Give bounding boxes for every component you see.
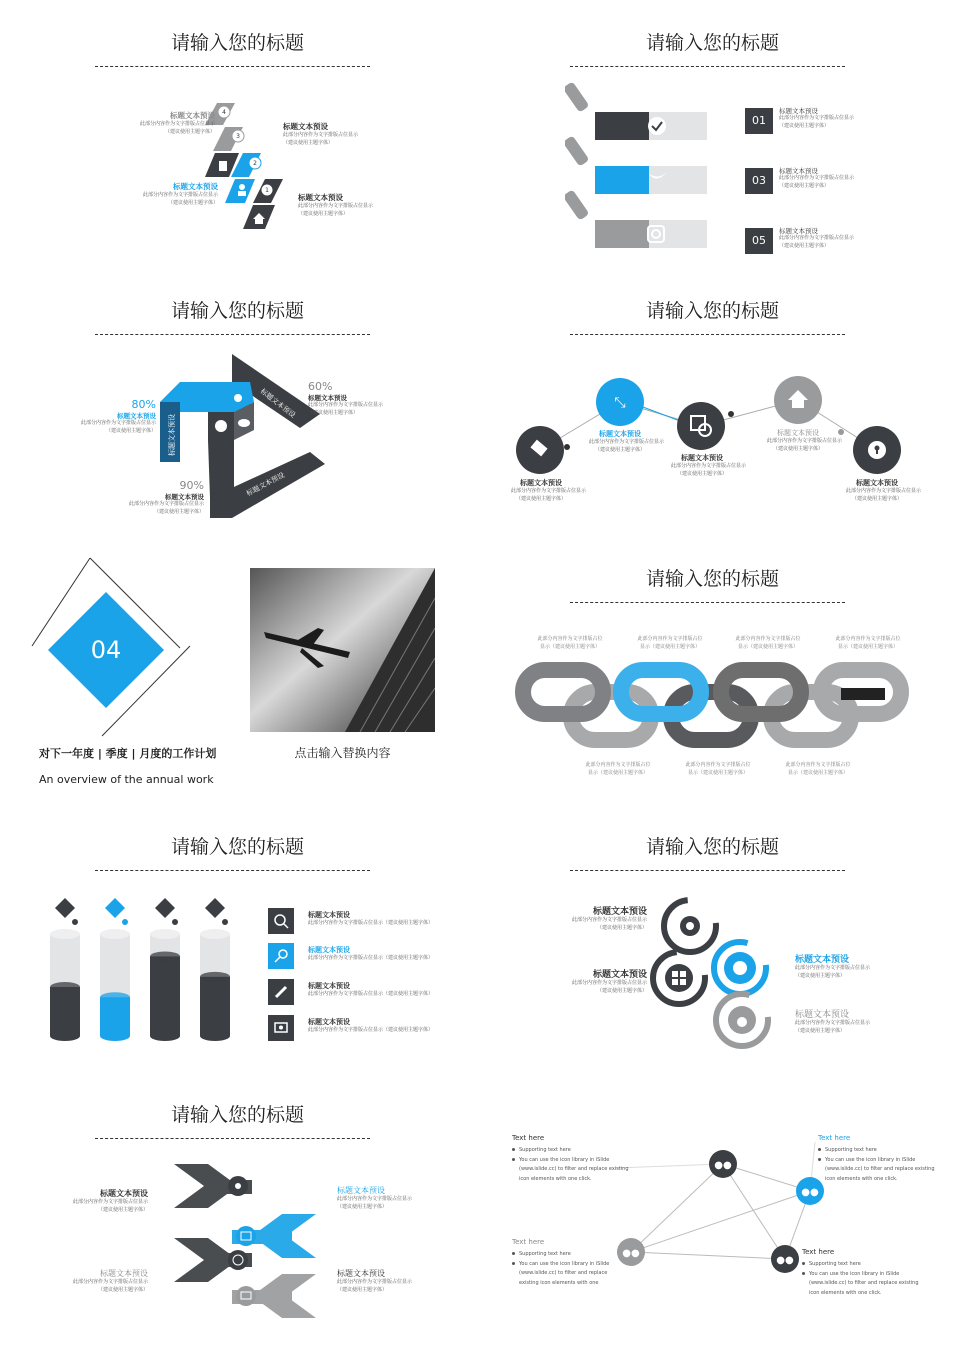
paint-bucket-icon <box>205 898 225 918</box>
ribbon-label: 标题文本预设 <box>258 387 297 420</box>
paint-drop <box>72 919 78 925</box>
check-icon <box>648 117 666 135</box>
body-text: （建议使用主题字体） <box>105 427 156 434</box>
heading-1: 标题文本预设 <box>298 193 343 202</box>
body-text: （建议使用主题字体） <box>164 128 215 135</box>
body-text: （建议使用主题字体） <box>779 122 830 129</box>
supporting-text: Supporting text here <box>825 1147 877 1153</box>
people-icon: ●● <box>776 1255 794 1266</box>
slide-1[interactable] <box>0 0 475 268</box>
body-text: （建议使用主题字体） <box>596 924 647 931</box>
paint-drop <box>222 919 228 925</box>
body-text: (www.islide.cc) to filter and replace existing <box>809 1280 919 1286</box>
percent-90: 90% <box>179 479 204 492</box>
cylinder-fill <box>150 956 180 1036</box>
number-label: 2 <box>253 160 257 167</box>
key-icon-box <box>268 943 294 969</box>
chain-graphic <box>515 662 915 748</box>
paint-drop <box>122 919 128 925</box>
text-here: Text here <box>818 1134 851 1142</box>
slide-3[interactable] <box>0 268 475 536</box>
title-divider <box>95 66 370 67</box>
heading: 标题文本预设 <box>308 911 350 919</box>
slide-2[interactable] <box>475 0 950 268</box>
slide-6[interactable] <box>475 536 950 804</box>
body-text: 此部分内容作为文字排版占位显示 <box>589 439 665 445</box>
body-text: （建议使用主题字体） <box>851 495 902 502</box>
body-text: You can use the icon library in iSlide <box>519 1156 610 1163</box>
body-text: 此部分内容作为文字排版占位显示 <box>795 965 871 971</box>
heading: 标题文本预设 <box>165 493 204 501</box>
body-text: 此部分内容作为文字排版占位显示 <box>779 115 855 121</box>
bottom-label: 此部分内容作为文字排版占位 显示（建议使用主题字体） <box>585 762 651 776</box>
expand-icon: ⤡ <box>614 395 626 411</box>
body-text: You can use the icon library in iSlide <box>519 1260 610 1267</box>
heading: 标题文本预设 <box>308 982 350 990</box>
body-text: （建议使用主题字体） <box>97 1206 148 1213</box>
body-text: (www.islide.cc) to filter and replace existing <box>825 1166 935 1172</box>
key-icon <box>268 943 294 969</box>
heading: 标题文本预设 <box>308 946 350 954</box>
network-graphic <box>475 1072 950 1340</box>
cylinder-fill <box>200 977 230 1036</box>
body-text: 此部分内容作为文字排版占位显示 <box>80 420 156 426</box>
body-text: 此部分内容作为文字排版占位显示 <box>846 488 922 494</box>
ribbon-label: 标题文本预设 <box>168 414 176 456</box>
title-divider <box>570 602 845 603</box>
body-text: 此部分内容作为文字排版占位显示 <box>779 235 855 241</box>
heading: 标题文本预设 <box>795 955 850 965</box>
airplane-photo <box>250 568 435 732</box>
text-here: Text here <box>802 1248 835 1256</box>
body-text: （建议使用主题字体） <box>283 139 334 146</box>
body-text: icon elements with one click. <box>809 1289 882 1296</box>
heading: 标题文本预设 <box>337 1186 385 1195</box>
body-text: 此部分内容作为文字排版占位显示（建议使用主题字体） <box>308 920 434 926</box>
slide-title: 请输入您的标题 <box>645 836 779 858</box>
slide-title: 请输入您的标题 <box>645 32 779 54</box>
body-text: 此部分内容作为文字排版占位显示（建议使用主题字体） <box>308 991 434 997</box>
pencil-icon-box <box>268 979 294 1005</box>
supporting-text: Supporting text here <box>809 1261 861 1267</box>
body-text: 此部分内容作为文字排版占位显示 <box>283 132 359 138</box>
slide-9[interactable] <box>0 1072 475 1340</box>
body-text: 此部分内容作为文字排版占位显示（建议使用主题字体） <box>308 955 434 961</box>
heading: 标题文本预设 <box>795 1010 850 1020</box>
paint-bucket-icon <box>105 898 125 918</box>
number-box-05: 05 <box>745 228 773 254</box>
plan-subtitle: 对下一年度 | 季度 | 月度的工作计划 <box>39 747 217 760</box>
number-label: 3 <box>236 133 240 140</box>
body-text: existing icon elements with one <box>519 1279 599 1286</box>
top-label: 此部分内容作为文字排版占位 显示（建议使用主题字体） <box>537 636 603 650</box>
body-text: (www.islide.cc) to filter and replace existing <box>519 1166 629 1172</box>
title-divider <box>570 870 845 871</box>
paint-brushes-graphic <box>565 74 715 264</box>
body-text: 此部分内容作为文字排版占位显示（建议使用主题字体） <box>308 1027 434 1033</box>
title-divider <box>95 870 370 871</box>
body-text: 此部分内容作为文字排版占位显示 <box>795 1020 871 1026</box>
top-label: 此部分内容作为文字排版占位 显示（建议使用主题字体） <box>735 636 801 650</box>
title-divider <box>95 334 370 335</box>
body-text: (www.islide.cc) to filter and replace <box>519 1270 608 1276</box>
body-text: 此部分内容作为文字排版占位显示 <box>337 1196 413 1202</box>
body-text: icon elements with one click. <box>519 1175 592 1182</box>
heading: 标题文本预设 <box>779 107 818 115</box>
top-label: 此部分内容作为文字排版占位 显示（建议使用主题字体） <box>637 636 703 650</box>
document-icon <box>219 161 227 171</box>
user-icon <box>234 394 242 402</box>
body-text: （建议使用主题字体） <box>676 470 727 477</box>
heading: 标题文本预设 <box>592 970 647 980</box>
body-text: （建议使用主题字体） <box>779 242 830 249</box>
slide-title: 请输入您的标题 <box>170 300 304 322</box>
body-text: 此部分内容作为文字排版占位显示 <box>139 121 215 127</box>
body-text: 此部分内容作为文字排版占位显示 <box>142 192 218 198</box>
slide-8[interactable] <box>475 804 950 1072</box>
search-icon <box>268 908 294 934</box>
monitor-icon-box <box>268 1015 294 1041</box>
search-icon-box <box>268 908 294 934</box>
image-icon <box>236 1226 256 1246</box>
heading: 标题文本预设 <box>100 1269 148 1278</box>
slide-title: 请输入您的标题 <box>645 300 779 322</box>
supporting-text: Supporting text here <box>519 1251 571 1257</box>
body-text: （建议使用主题字体） <box>337 1286 388 1293</box>
number-box-03: 03 <box>745 168 773 194</box>
heading: 标题文本预设 <box>520 479 562 487</box>
body-text: （建议使用主题字体） <box>515 495 566 502</box>
body-text: 此部分内容作为文字排版占位显示 <box>779 175 855 181</box>
title-divider <box>570 66 845 67</box>
number-label: 1 <box>265 187 269 194</box>
arrows-graphic <box>166 1154 326 1334</box>
heading: 标题文本预设 <box>117 412 156 420</box>
pencil-icon <box>268 979 294 1005</box>
layers-icon <box>236 1286 256 1306</box>
heading: 标题文本预设 <box>681 454 723 462</box>
diamond-graphic <box>30 556 210 746</box>
heading: 标题文本预设 <box>308 1018 350 1026</box>
body-text: 此部分内容作为文字排版占位显示 <box>571 917 647 923</box>
plan-subtitle-en: An overview of the annual work <box>39 773 214 786</box>
slide-title: 请输入您的标题 <box>645 568 779 590</box>
bottom-label: 此部分内容作为文字排版占位 显示（建议使用主题字体） <box>685 762 751 776</box>
percent-60: 60% <box>308 380 333 393</box>
body-text: 此部分内容作为文字排版占位显示 <box>72 1199 148 1205</box>
brush-gray <box>565 189 707 248</box>
heading: 标题文本预设 <box>337 1269 385 1278</box>
brush-dark <box>565 81 707 140</box>
heading-4: 标题文本预设 <box>170 111 215 120</box>
heading: 标题文本预设 <box>777 429 819 437</box>
body-text: （建议使用主题字体） <box>298 210 349 217</box>
body-text: （建议使用主题字体） <box>779 182 830 189</box>
slide-4[interactable] <box>475 268 950 536</box>
slide-title: 请输入您的标题 <box>170 1104 304 1126</box>
paint-bucket-icon <box>55 898 75 918</box>
paint-bucket-icon <box>155 898 175 918</box>
body-text: 此部分内容作为文字排版占位显示 <box>767 438 843 444</box>
body-text: （建议使用主题字体） <box>795 972 846 979</box>
slide-title: 请输入您的标题 <box>170 836 304 858</box>
heading: 标题文本预设 <box>100 1189 148 1198</box>
slide-7[interactable] <box>0 804 475 1072</box>
section-number: 04 <box>90 636 122 664</box>
body-text: 此部分内容作为文字排版占位显示 <box>511 488 587 494</box>
body-text: （建议使用主题字体） <box>153 508 204 515</box>
bottom-label: 此部分内容作为文字排版占位 显示（建议使用主题字体） <box>785 762 851 776</box>
windows-icon <box>665 964 693 992</box>
cycle-graphic <box>650 892 790 1052</box>
body-text: You can use the icon library in iSlide <box>809 1270 900 1277</box>
cylinder-chart <box>36 896 246 1046</box>
heading: 标题文本预设 <box>779 167 818 175</box>
body-text: 此部分内容作为文字排版占位显示 <box>298 203 374 209</box>
number-label: 4 <box>222 109 226 116</box>
number-box-01: 01 <box>745 108 773 134</box>
slide-10[interactable] <box>475 1072 950 1340</box>
heading: 标题文本预设 <box>856 479 898 487</box>
body-text: （建议使用主题字体） <box>596 987 647 994</box>
body-text: 此部分内容作为文字排版占位显示 <box>72 1279 148 1285</box>
people-icon: ●● <box>622 1248 640 1259</box>
cylinder-fill <box>100 997 130 1036</box>
gear-icon <box>215 420 227 432</box>
body-text: （建议使用主题字体） <box>97 1286 148 1293</box>
replace-content-text[interactable]: 点击输入替换内容 <box>294 746 391 760</box>
heading-3: 标题文本预设 <box>283 122 328 131</box>
body-text: （建议使用主题字体） <box>594 446 645 453</box>
heading-2: 标题文本预设 <box>173 182 218 191</box>
slide-title: 请输入您的标题 <box>170 32 304 54</box>
body-text: 此部分内容作为文字排版占位显示 <box>571 980 647 986</box>
body-text: （建议使用主题字体） <box>337 1203 388 1210</box>
people-icon: ●● <box>801 1187 819 1198</box>
body-text: 此部分内容作为文字排版占位显示 <box>671 463 747 469</box>
body-text: （建议使用主题字体） <box>308 409 359 416</box>
body-text: 此部分内容作为文字排版占位显示 <box>337 1279 413 1285</box>
chat-icon <box>238 419 250 427</box>
body-text: （建议使用主题字体） <box>795 1027 846 1034</box>
target-icon <box>228 1250 248 1270</box>
percent-80: 80% <box>131 398 156 411</box>
supporting-text: Supporting text here <box>519 1147 571 1153</box>
cylinder-fill <box>50 987 80 1036</box>
brush-blue <box>565 135 707 194</box>
paint-drop <box>172 919 178 925</box>
body-text: 此部分内容作为文字排版占位显示 <box>308 402 384 408</box>
body-text: icon elements with one click. <box>825 1175 898 1182</box>
body-text: （建议使用主题字体） <box>167 199 218 206</box>
body-text: You can use the icon library in iSlide <box>825 1156 916 1163</box>
heading: 标题文本预设 <box>779 227 818 235</box>
heading: 标题文本预设 <box>599 430 641 438</box>
body-text: （建议使用主题字体） <box>772 445 823 452</box>
text-here: Text here <box>512 1238 545 1246</box>
user-icon <box>239 184 245 190</box>
title-divider <box>95 1138 370 1139</box>
slide-5[interactable] <box>0 536 475 804</box>
top-label: 此部分内容作为文字排版占位 显示（建议使用主题字体） <box>835 636 901 650</box>
title-divider <box>570 334 845 335</box>
text-here: Text here <box>512 1134 545 1142</box>
body-text: 此部分内容作为文字排版占位显示 <box>128 501 204 507</box>
people-icon: ●● <box>714 1160 732 1171</box>
ribbon-label: 标题文本预设 <box>245 470 287 498</box>
heading: 标题文本预设 <box>592 907 647 917</box>
heading: 标题文本预设 <box>308 394 347 402</box>
monitor-icon <box>268 1015 294 1041</box>
